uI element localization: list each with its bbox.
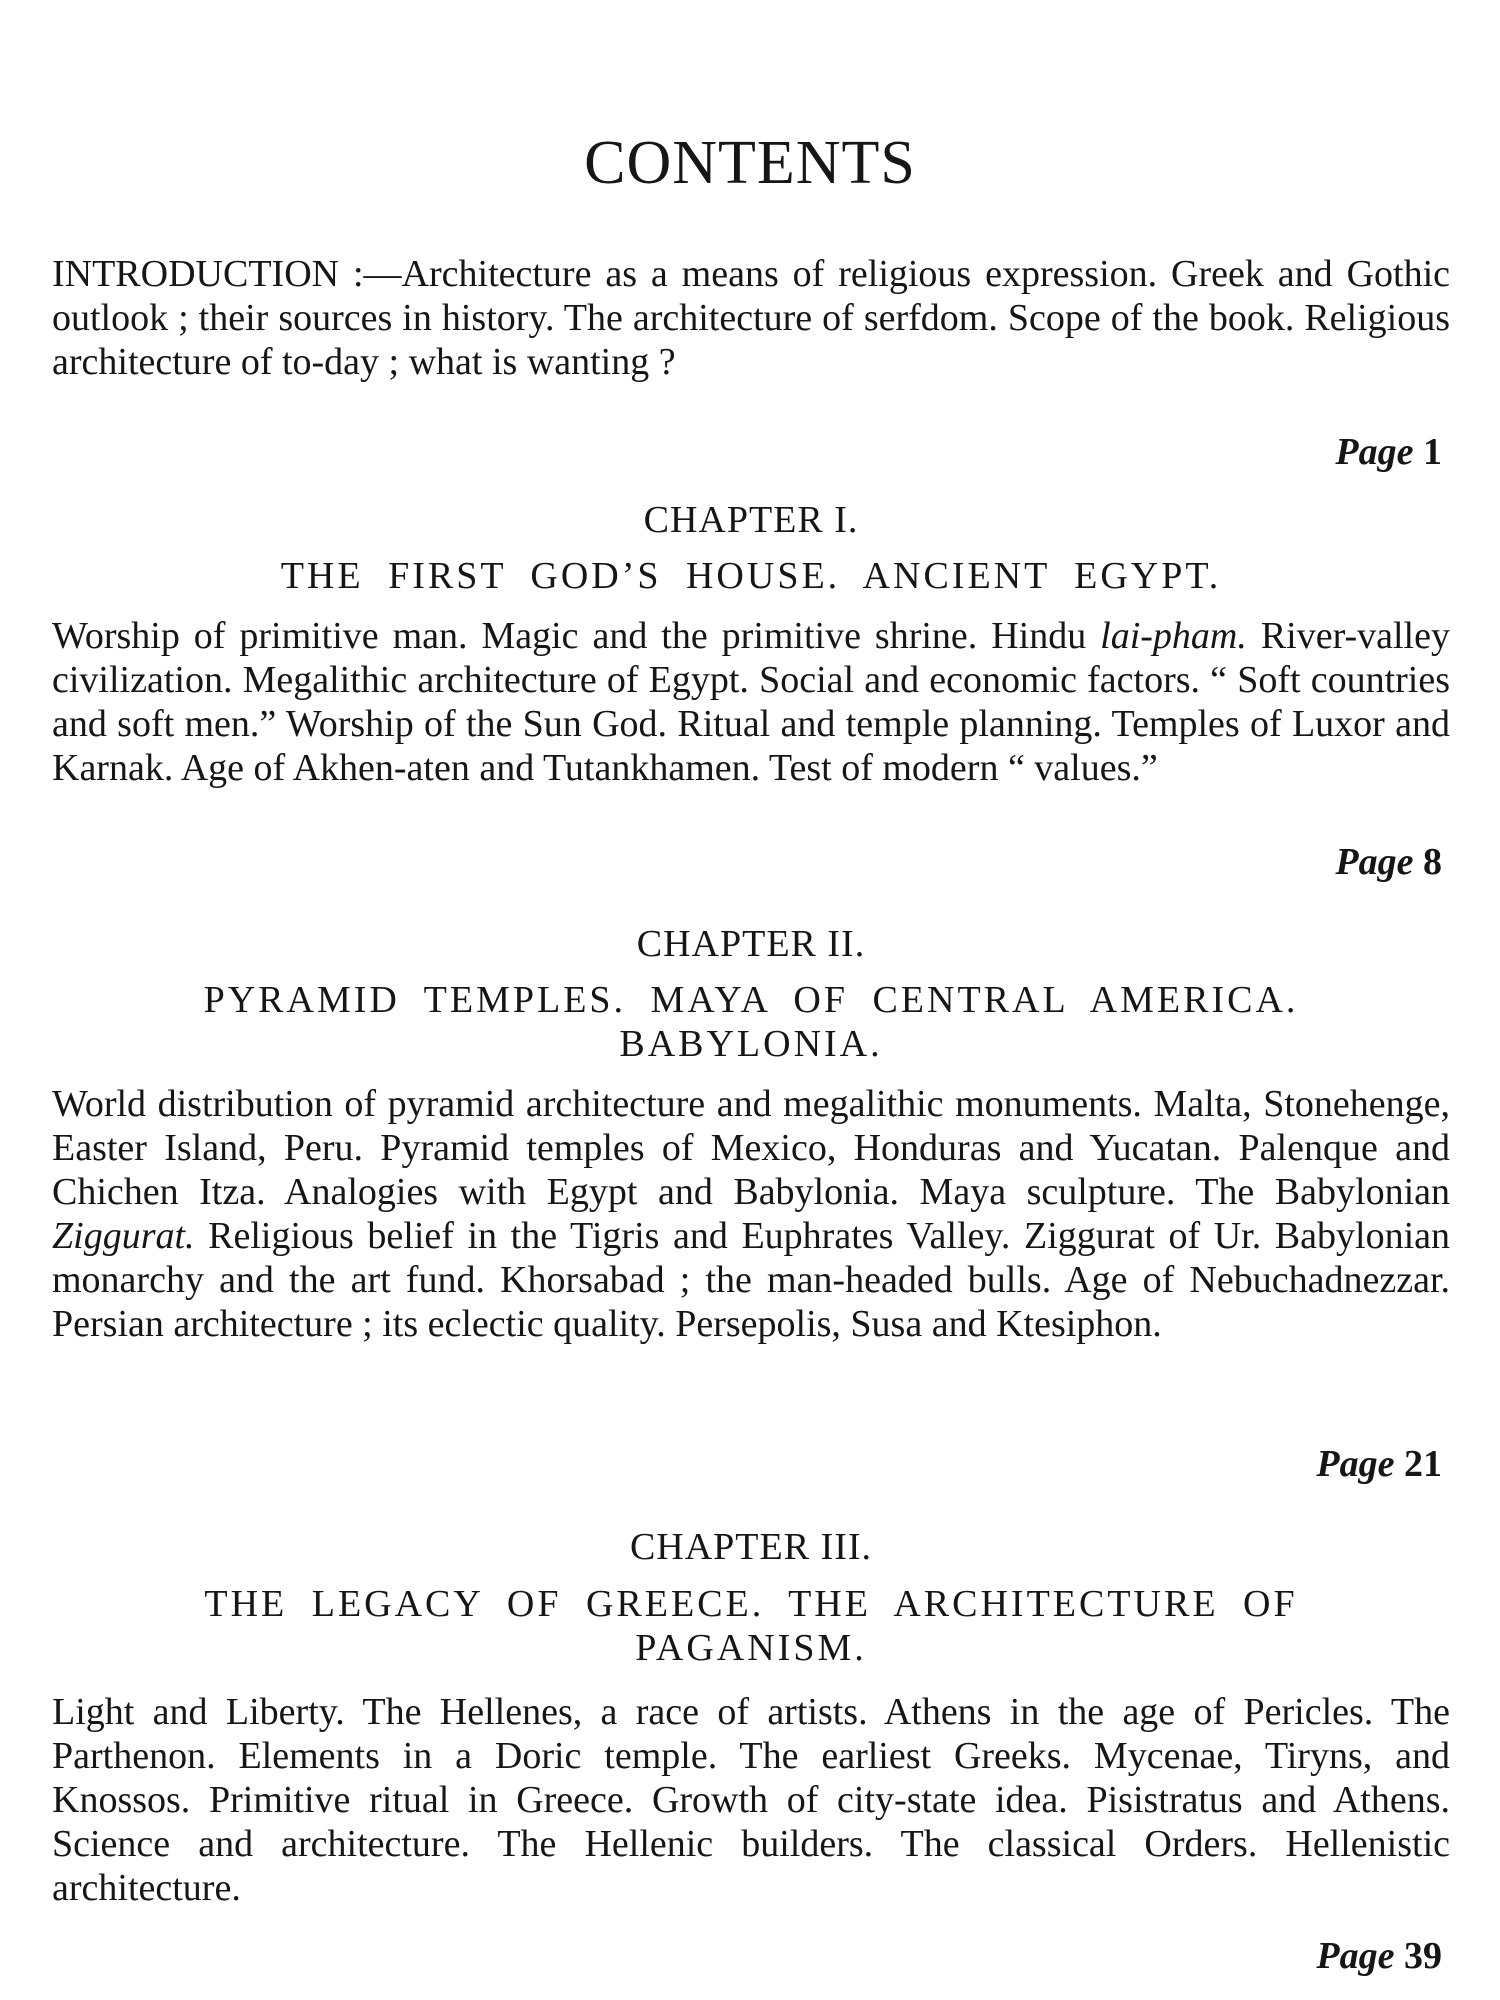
page-label: Page (1316, 1935, 1395, 1977)
chapter-2-heading: CHAPTER II. (636, 923, 866, 965)
chapter-1-summary-text-b: River-valley civilization. Megalithic architecture of Egypt. Social and economic factors. “ Soft countries and soft men.” Worship of the Sun God. Ritual and temple planning. Temples of Luxor and Karnak. Age of Akhen-aten and Tutankhamen. Test of modern “ values.” (52, 615, 1450, 789)
chapter-2-summary-italic: Ziggurat. (52, 1215, 195, 1257)
introduction-label: INTRODUCTION :— (52, 253, 402, 295)
chapter-2-summary-text-a: World distribution of pyramid architecture and megalithic monuments. Malta, Stonehenge, Easter Island, Peru. Pyramid temples of Mexico, Honduras and Yucatan. Palenque and Chichen Itza. Analogies with Egypt and Babylonia. Maya sculpture. The Babylonian (52, 1083, 1450, 1213)
chapter-3-title: THE LEGACY OF GREECE. THE ARCHITECTURE OF PAGANISM. (204, 1583, 1298, 1669)
chapter-3-summary-text-a: Light and Liberty. The Hellenes, a race of artists. Athens in the age of Pericles. The Parthenon. Elements in a Doric temple. The earliest Greeks. Mycenae, Tiryns, and Knossos. Primitive ritual in Greece. Growth of city-state idea. Pisistratus and Athens. Science and architecture. The Hellenic builders. The classical Orders. Hellenistic architecture. (52, 1691, 1450, 1909)
chapter-1-title: THE FIRST GOD’S HOUSE. ANCIENT EGYPT. (280, 555, 1222, 597)
chapter-1-heading: CHAPTER I. (643, 499, 859, 541)
chapter-3-page-ref (1316, 1934, 1442, 1978)
page-number: 1 (1423, 431, 1442, 473)
page-label: Page (1316, 1443, 1395, 1485)
chapter-2-page-ref (1316, 1442, 1442, 1486)
chapter-2-summary-text-b: Religious belief in the Tigris and Euphrates Valley. Ziggurat of Ur. Babylonian monarchy and the art fund. Khorsabad ; the man-headed bulls. Age of Nebuchadnezzar. Persian architecture ; its eclectic quality. Persepolis, Susa and Ktesiphon. (52, 1215, 1450, 1345)
introduction-entry (52, 252, 1450, 384)
page-label: Page (1335, 841, 1414, 883)
chapter-1-summary-text-a: Worship of primitive man. Magic and the primitive shrine. Hindu (52, 615, 1101, 657)
introduction-page-ref (1335, 430, 1442, 474)
chapter-2-title: PYRAMID TEMPLES. MAYA OF CENTRAL AMERICA. BABYLONIA. (203, 979, 1299, 1065)
chapter-2-summary (52, 1082, 1450, 1346)
contents-page (52, 0, 1450, 2000)
page-number: 21 (1404, 1443, 1442, 1485)
page-title: CONTENTS (584, 129, 916, 197)
introduction-text: Architecture as a means of religious expression. Greek and Gothic outlook ; their sources in history. The architecture of serfdom. Scope of the book. Religious architecture of to-day ; what is wanting ? (52, 253, 1450, 383)
chapter-1-page-ref (1335, 840, 1442, 884)
page-label: Page (1335, 431, 1414, 473)
chapter-1-summary-italic: lai-pham. (1100, 615, 1247, 657)
chapter-3-heading: CHAPTER III. (629, 1526, 873, 1568)
chapter-1-summary (52, 614, 1450, 790)
chapter-3-summary (52, 1690, 1450, 1910)
page-number: 39 (1404, 1935, 1442, 1977)
page-number: 8 (1423, 841, 1442, 883)
